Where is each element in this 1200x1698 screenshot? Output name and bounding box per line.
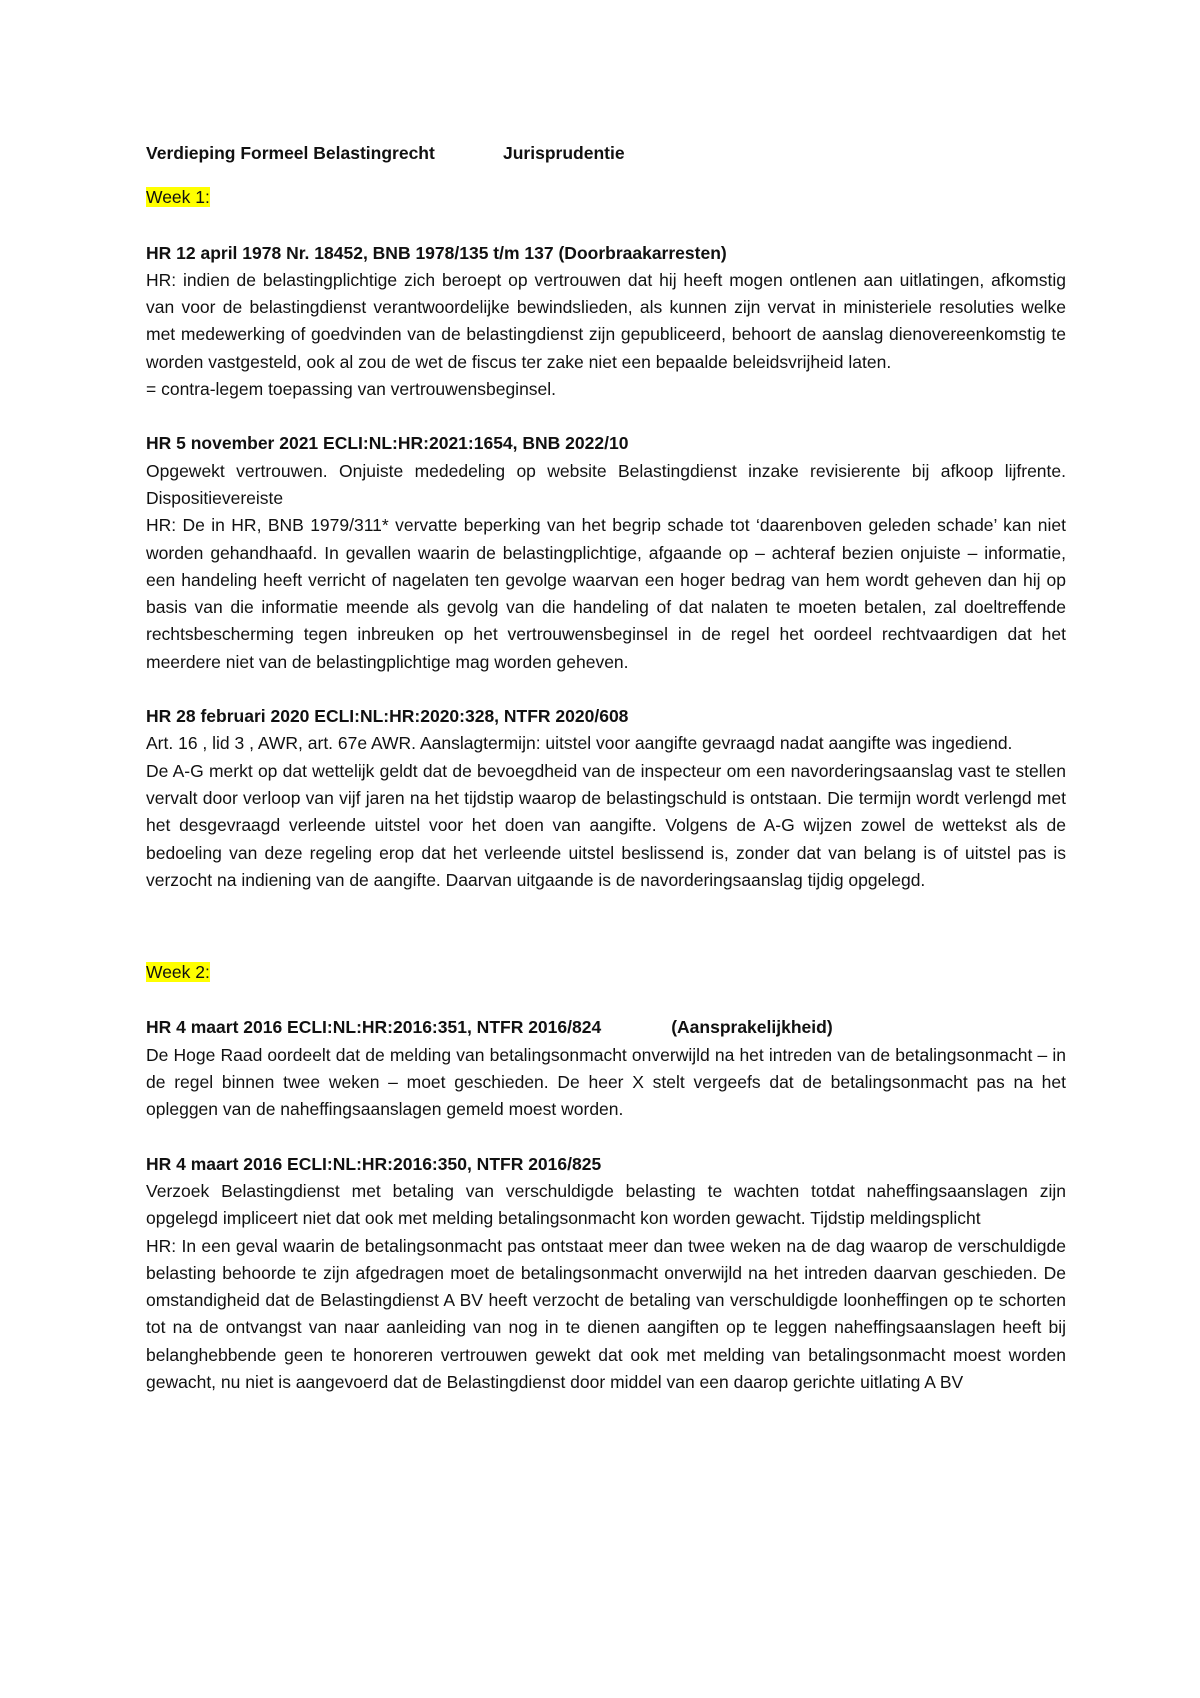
case-heading <box>146 703 1066 730</box>
case-paragraph: HR: indien de belastingplichtige zich beroept op vertrouwen dat hij heeft mogen ontlenen aan uitlatingen, afkomstig van voor de belastingdienst verantwoordelijke bewindslieden, als kunnen zijn vervat in ministeriele resoluties welke met medewerking of goedvinden van de belastingdienst zijn gepubliceerd, behoort de aanslag dienovereenkomstig te worden vastgesteld, ook al zou de wet de fiscus ter zake niet een bepaalde beleidsvrijheid laten. <box>146 269 1066 372</box>
case-paragraph: HR: De in HR, BNB 1979/311* vervatte beperking van het begrip schade tot ‘daarenboven geleden schade’ kan niet worden gehandhaafd. In gevallen waarin de belastingplichtige, afgaande op – achteraf bezien onjuiste – informatie, een handeling heeft verricht of nagelaten ten gevolge waarvan een hoger bedrag van hem wordt geheven dan hij op basis van die informatie meende als gevolg van die handeling of dat nalaten te moeten betalen, zal doeltreffende rechtsbescherming tegen inbreuken op het vertrouwensbeginsel in de regel het oordeel rechtvaardigen dat het meerdere niet van de belastingplichtige mag worden geheven. <box>146 515 1066 672</box>
case-paragraph: De Hoge Raad oordeelt dat de melding van betalingsonmacht onverwijld na het intreden van de betalingsonmacht – in de regel binnen twee weken – moet geschieden. De heer X stelt vergeefs dat de betalingsonmacht pas na het opleggen van de naheffingsaanslagen gemeld moest worden. <box>146 1044 1066 1120</box>
week-heading <box>146 959 1066 986</box>
case-paragraph: HR: In een geval waarin de betalingsonmacht pas ontstaat meer dan twee weken na de dag waarop de verschuldigde belasting behoorde te zijn afgedragen moet de betalingsonmacht onverwijld na het intreden daarvan geschieden. De omstandigheid dat de Belastingdienst A BV heeft verzocht de betaling van verschuldigde loonheffingen op te schorten tot na de ontvangst van naar aanleiding van nog in te dienen aangiften op te leggen naheffingsaanslagen heeft bij belanghebbende geen te honoreren vertrouwen gewekt dat ook met melding van betalingsonmacht moest worden gewacht, nu niet is aangevoerd dat de Belastingdienst door middel van een daarop gerichte uitlating A BV <box>146 1235 1066 1392</box>
section-spacer <box>146 921 1066 959</box>
document-title <box>146 140 1066 167</box>
case-paragraph: Art. 16 , lid 3 , AWR, art. 67e AWR. Aanslagtermijn: uitstel voor aangifte gevraagd nadat aangifte was ingediend. <box>146 733 1013 754</box>
case-entry <box>146 1151 1066 1397</box>
case-topic-tag: (Aansprakelijkheid) <box>671 1017 833 1038</box>
case-heading <box>146 430 1066 457</box>
case-heading-text: HR 4 maart 2016 ECLI:NL:HR:2016:351, NTFR 2016/824 <box>146 1017 602 1038</box>
case-entry <box>146 240 1066 404</box>
case-heading-text: HR 5 november 2021 ECLI:NL:HR:2021:1654, BNB 2022/10 <box>146 433 629 454</box>
case-paragraph: Verzoek Belastingdienst met betaling van verschuldigde belasting te wachten totdat naheffingsaanslagen zijn opgelegd impliceert niet dat ook met melding betalingsonmacht kon worden gewacht. Tijdstip meldingsplicht <box>146 1180 1066 1229</box>
document-body <box>146 140 1066 1423</box>
case-entry <box>146 703 1066 894</box>
case-paragraph: Opgewekt vertrouwen. Onjuiste mededeling op website Belastingdienst inzake revisierente bij afkoop lijfrente. Dispositievereiste <box>146 460 1066 508</box>
case-heading-text: HR 12 april 1978 Nr. 18452, BNB 1978/135 t/m 137 (Doorbraakarresten) <box>146 242 727 263</box>
case-heading <box>146 240 1066 267</box>
week-label: Week 2: <box>146 962 210 983</box>
case-heading <box>146 1151 1066 1178</box>
case-entry <box>146 1014 1066 1123</box>
document-title-subject: Verdieping Formeel Belastingrecht <box>146 143 435 163</box>
case-heading-text: HR 4 maart 2016 ECLI:NL:HR:2016:350, NTFR 2016/825 <box>146 1153 602 1174</box>
case-heading <box>146 1014 1066 1041</box>
week-heading <box>146 184 1066 211</box>
case-paragraph: = contra-legem toepassing van vertrouwensbeginsel. <box>146 379 557 400</box>
case-entry <box>146 430 1066 676</box>
week-label: Week 1: <box>146 187 210 208</box>
case-paragraph: De A-G merkt op dat wettelijk geldt dat de bevoegdheid van de inspecteur om een navorderingsaanslag vast te stellen vervalt door verloop van vijf jaren na het tijdstip waarop de belastingschuld is ontstaan. Die termijn wordt verlengd met het desgevraagd verleende uitstel voor het doen van aangifte. Volgens de A-G wijzen zowel de wettekst als de bedoeling van deze regeling erop dat het verleende uitstel beslissend is, zonder dat van belang is of uitstel pas is verzocht na indiening van de aangifte. Daarvan uitgaande is de navorderingsaanslag tijdig opgelegd. <box>146 760 1066 890</box>
document-title-section: Jurisprudentie <box>503 143 625 163</box>
case-heading-text: HR 28 februari 2020 ECLI:NL:HR:2020:328, NTFR 2020/608 <box>146 706 629 727</box>
